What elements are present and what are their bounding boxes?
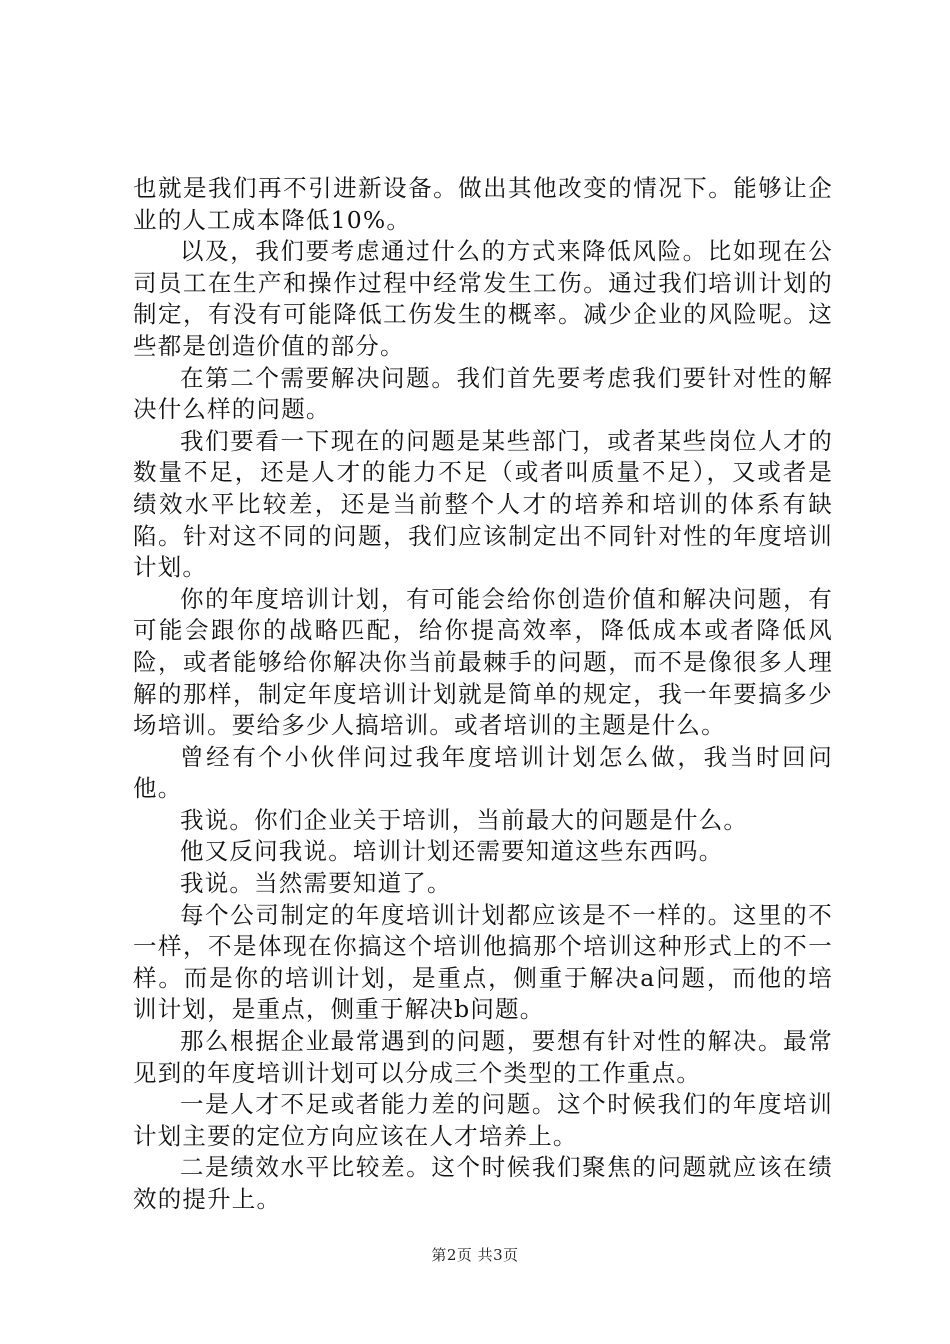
- paragraph: 在第二个需要解决问题。我们首先要考虑我们要针对性的解决什么样的问题。: [133, 363, 833, 424]
- body-text: [133, 173, 833, 1216]
- paragraph: 我说。你们企业关于培训，当前最大的问题是什么。: [180, 805, 749, 834]
- page-number-footer: 第2页 共3页: [431, 1246, 519, 1264]
- paragraph: 二是绩效水平比较差。这个时候我们聚焦的问题就应该在绩效的提升上。: [133, 1153, 833, 1213]
- paragraph: 曾经有个小伙伴问过我年度培训计划怎么做，我当时回问他。: [133, 742, 833, 803]
- paragraph: 他又反问我说。培训计划还需要知道这些东西吗。: [180, 837, 724, 866]
- paragraph: 那么根据企业最常遇到的问题，要想有针对性的解决。最常见到的年度培训计划可以分成三个类型的工作重点。: [133, 1027, 833, 1087]
- paragraph: 我们要看一下现在的问题是某些部门，或者某些岗位人才的数量不足，还是人才的能力不足（或者叫质量不足），又或者是绩效水平比较差，还是当前整个人才的培养和培训的体系有缺陷。针对这不同的问题，我们应该制定出不同针对性的年度培训计划。: [133, 426, 833, 582]
- paragraph: 一是人才不足或者能力差的问题。这个时候我们的年度培训计划主要的定位方向应该在人才培养上。: [133, 1090, 833, 1150]
- paragraph: 你的年度培训计划，有可能会给你创造价值和解决问题，有可能会跟你的战略匹配，给你提高效率，降低成本或者降低风险，或者能够给你解决你当前最棘手的问题，而不是像很多人理解的那样，制定年度培训计划就是简单的规定，我一年要搞多少场培训。要给多少人搞培训。或者培训的主题是什么。: [133, 584, 833, 740]
- paragraph: 每个公司制定的年度培训计划都应该是不一样的。这里的不一样，不是体现在你搞这个培训他搞那个培训这种形式上的不一样。而是你的培训计划，是重点，侧重于解决a问题，而他的培训计划，是重点，侧重于解决b问题。: [133, 900, 833, 1024]
- paragraph: 我说。当然需要知道了。: [180, 869, 452, 898]
- paragraph: 也就是我们再不引进新设备。做出其他改变的情况下。能够让企业的人工成本降低10%。: [133, 174, 833, 234]
- paragraph: 以及，我们要考虑通过什么的方式来降低风险。比如现在公司员工在生产和操作过程中经常发生工伤。通过我们培训计划的制定，有没有可能降低工伤发生的概率。减少企业的风险呢。这些都是创造价值的部分。: [133, 237, 833, 360]
